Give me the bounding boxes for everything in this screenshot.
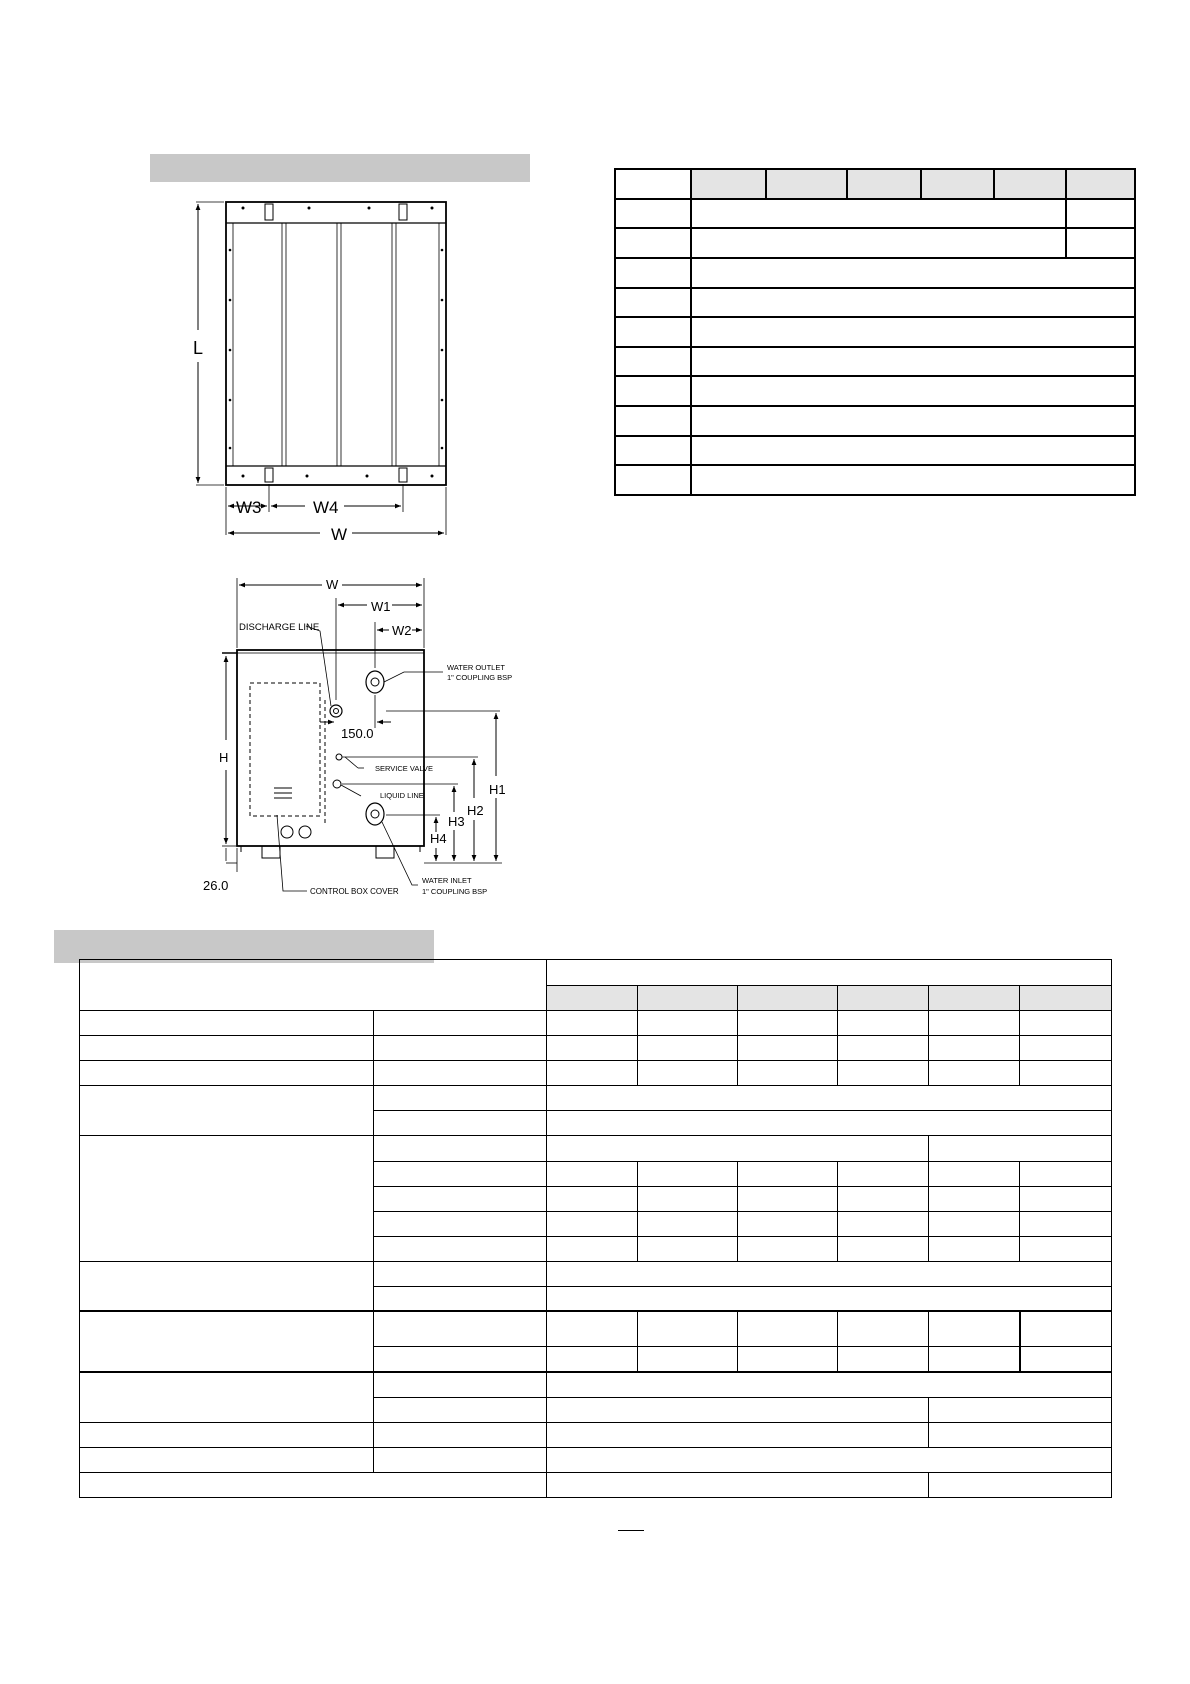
spec-value-cell xyxy=(638,1211,738,1236)
spec-value-cell xyxy=(1020,1036,1112,1061)
spec-unit-cell xyxy=(374,1011,547,1036)
spec-value-cell xyxy=(638,1236,738,1261)
top-width4-label: W4 xyxy=(313,498,339,517)
dimensions-value-cell xyxy=(691,317,1135,347)
dimensions-value-cell xyxy=(691,347,1135,377)
spec-value-cell xyxy=(738,1011,838,1036)
water-inlet-label: WATER INLET xyxy=(422,876,472,885)
spec-value-cell xyxy=(1020,1236,1112,1261)
spec-value-cell xyxy=(638,1011,738,1036)
spec-value-cell xyxy=(547,1397,929,1422)
dimensions-row xyxy=(615,436,1135,466)
dimensions-row xyxy=(615,288,1135,318)
side-height-label: H xyxy=(219,750,229,765)
dimensions-value-cell xyxy=(1066,199,1135,229)
spec-value-cell xyxy=(738,1311,838,1347)
spec-model-cell xyxy=(547,986,638,1011)
discharge-line-label: DISCHARGE LINE xyxy=(239,622,320,633)
spec-value-cell xyxy=(638,1036,738,1061)
dimensions-label-cell xyxy=(615,406,691,436)
spec-label-cell xyxy=(80,1061,374,1086)
spec-model-cell xyxy=(929,986,1020,1011)
spec-row xyxy=(80,1472,1112,1497)
spec-value-cell xyxy=(838,1161,929,1186)
spec-value-cell xyxy=(1020,1011,1112,1036)
spec-value-cell xyxy=(638,1186,738,1211)
spec-value-cell xyxy=(547,1311,638,1347)
side-width-label: W xyxy=(326,577,339,592)
spec-unit-cell xyxy=(374,1036,547,1061)
spec-unit-cell xyxy=(374,1136,547,1161)
control-box-cover-label: CONTROL BOX COVER xyxy=(310,887,399,896)
spec-value-cell xyxy=(547,1372,1112,1397)
spec-value-cell xyxy=(547,1422,929,1447)
dimensions-label-cell xyxy=(615,317,691,347)
spec-value-cell xyxy=(929,1186,1020,1211)
dimensions-model-cell xyxy=(766,169,847,199)
side-offset-26-label: 26.0 xyxy=(203,878,229,893)
spec-value-cell xyxy=(547,1186,638,1211)
spec-value-cell xyxy=(929,1236,1020,1261)
spec-unit-cell xyxy=(374,1372,547,1397)
spec-value-cell xyxy=(547,1211,638,1236)
spec-value-cell xyxy=(547,1236,638,1261)
spec-value-cell xyxy=(738,1061,838,1086)
dimensions-row xyxy=(615,376,1135,406)
spec-value-cell xyxy=(638,1161,738,1186)
spec-label-cell xyxy=(80,1422,374,1447)
top-length-label: L xyxy=(193,338,204,358)
spec-value-cell xyxy=(1020,1347,1112,1372)
water-inlet-coupling-label: 1" COUPLING BSP xyxy=(422,887,488,896)
spec-value-cell xyxy=(929,1211,1020,1236)
spec-unit-cell xyxy=(374,1311,547,1347)
spec-label-cell xyxy=(80,1261,374,1311)
spec-value-cell xyxy=(547,1036,638,1061)
spec-value-cell xyxy=(547,1347,638,1372)
spec-value-cell xyxy=(929,1422,1112,1447)
spec-unit-cell xyxy=(374,1447,547,1472)
side-height2-label: H2 xyxy=(467,803,484,818)
spec-label-cell xyxy=(80,1136,374,1261)
dimensions-value-cell xyxy=(691,465,1135,495)
dimensions-model-cell xyxy=(1066,169,1135,199)
spec-value-cell xyxy=(547,1061,638,1086)
spec-label-cell xyxy=(80,1011,374,1036)
spec-unit-cell xyxy=(374,1397,547,1422)
spec-value-cell xyxy=(838,1347,929,1372)
spec-unit-cell xyxy=(374,1211,547,1236)
spec-value-cell xyxy=(929,1397,1112,1422)
spec-unit-cell xyxy=(374,1161,547,1186)
spec-row xyxy=(80,1011,1112,1036)
spec-model-cell xyxy=(838,986,929,1011)
spec-model-cell xyxy=(738,986,838,1011)
dimensions-label-cell xyxy=(615,228,691,258)
spec-value-cell xyxy=(547,1286,1112,1311)
spec-unit-cell xyxy=(374,1061,547,1086)
spec-value-cell xyxy=(738,1236,838,1261)
spec-value-cell xyxy=(738,1211,838,1236)
spec-value-cell xyxy=(738,1161,838,1186)
spec-value-cell xyxy=(1020,1211,1112,1236)
dimensions-label-cell xyxy=(615,465,691,495)
dimensions-row xyxy=(615,465,1135,495)
spec-row xyxy=(80,1447,1112,1472)
spec-value-cell xyxy=(838,1311,929,1347)
spec-label-cell xyxy=(80,1086,374,1136)
spec-value-cell xyxy=(838,1011,929,1036)
spec-unit-cell xyxy=(374,1186,547,1211)
specifications-table xyxy=(79,959,1112,1498)
spec-label-cell xyxy=(80,1472,547,1497)
dimensions-value-cell xyxy=(691,199,1066,229)
spec-label-cell xyxy=(80,1447,374,1472)
spec-value-cell xyxy=(838,1036,929,1061)
dimensions-model-cell xyxy=(994,169,1066,199)
dimensions-row xyxy=(615,228,1135,258)
spec-value-cell xyxy=(929,1311,1020,1347)
spec-header-row xyxy=(80,960,1112,986)
spec-value-cell xyxy=(1020,1186,1112,1211)
spec-value-cell xyxy=(929,1161,1020,1186)
dimensions-row xyxy=(615,347,1135,377)
side-height1-label: H1 xyxy=(489,782,506,797)
spec-value-cell xyxy=(547,1111,1112,1136)
spec-value-cell xyxy=(547,1086,1112,1111)
spec-row xyxy=(80,1261,1112,1286)
spec-unit-cell xyxy=(374,1286,547,1311)
page-number-mark xyxy=(618,1530,644,1531)
spec-value-cell xyxy=(1020,1161,1112,1186)
spec-row xyxy=(80,1136,1112,1161)
dimensions-label-cell xyxy=(615,436,691,466)
dimensions-label-cell xyxy=(615,347,691,377)
spec-value-cell xyxy=(1020,1311,1112,1347)
spec-unit-cell xyxy=(374,1347,547,1372)
side-width2-label: W2 xyxy=(392,623,412,638)
top-width-label: W xyxy=(331,525,348,544)
spec-unit-cell xyxy=(374,1422,547,1447)
spec-value-cell xyxy=(638,1061,738,1086)
spec-row xyxy=(80,1372,1112,1397)
top-width3-label: W3 xyxy=(236,498,262,517)
spec-unit-cell xyxy=(374,1236,547,1261)
dimensions-value-cell xyxy=(691,258,1135,288)
service-valve-label: SERVICE VALVE xyxy=(375,764,433,773)
spec-value-cell xyxy=(838,1186,929,1211)
dimensions-value-cell xyxy=(691,406,1135,436)
spec-row xyxy=(80,1422,1112,1447)
spec-value-cell xyxy=(547,1011,638,1036)
dimensions-row xyxy=(615,406,1135,436)
dimensions-label-cell xyxy=(615,199,691,229)
spec-unit-cell xyxy=(374,1261,547,1286)
spec-header-cell xyxy=(80,960,547,1011)
spec-value-cell xyxy=(738,1186,838,1211)
dimensions-header-cell xyxy=(615,169,691,199)
spec-unit-cell xyxy=(374,1111,547,1136)
spec-label-cell xyxy=(80,1311,374,1372)
spec-value-cell xyxy=(547,1161,638,1186)
spec-value-cell xyxy=(929,1136,1112,1161)
spec-row xyxy=(80,1086,1112,1111)
spec-value-cell xyxy=(547,1136,929,1161)
spec-model-cell xyxy=(638,986,738,1011)
dimensions-row xyxy=(615,317,1135,347)
side-offset-150-label: 150.0 xyxy=(341,726,374,741)
dimensions-label-cell xyxy=(615,288,691,318)
dimensions-label-cell xyxy=(615,258,691,288)
spec-value-cell xyxy=(638,1311,738,1347)
spec-value-cell xyxy=(547,1472,929,1497)
dimensions-table xyxy=(614,168,1136,496)
dimensions-value-cell xyxy=(691,228,1066,258)
spec-value-cell xyxy=(638,1347,738,1372)
spec-value-cell xyxy=(547,1261,1112,1286)
spec-models-header-cell xyxy=(547,960,1112,986)
dimensions-row xyxy=(615,258,1135,288)
side-height4-label: H4 xyxy=(430,831,447,846)
spec-label-cell xyxy=(80,1372,374,1422)
spec-value-cell xyxy=(1020,1061,1112,1086)
dimensions-row xyxy=(615,199,1135,229)
spec-value-cell xyxy=(838,1061,929,1086)
liquid-line-label: LIQUID LINE xyxy=(380,791,424,800)
dimensions-value-cell xyxy=(691,288,1135,318)
spec-model-cell xyxy=(1020,986,1112,1011)
top-view-drawing xyxy=(196,202,446,535)
side-width1-label: W1 xyxy=(371,599,391,614)
spec-value-cell xyxy=(738,1347,838,1372)
dimensions-value-cell xyxy=(691,376,1135,406)
dimensions-model-cell xyxy=(847,169,921,199)
dimensions-label-cell xyxy=(615,376,691,406)
spec-value-cell xyxy=(838,1236,929,1261)
spec-value-cell xyxy=(547,1447,1112,1472)
spec-row xyxy=(80,1311,1112,1347)
spec-row xyxy=(80,1061,1112,1086)
dimensions-value-cell xyxy=(691,436,1135,466)
spec-value-cell xyxy=(929,1472,1112,1497)
spec-label-cell xyxy=(80,1036,374,1061)
water-outlet-coupling-label: 1" COUPLING BSP xyxy=(447,673,513,682)
spec-value-cell xyxy=(738,1036,838,1061)
spec-value-cell xyxy=(929,1036,1020,1061)
dimensions-header-row xyxy=(615,169,1135,199)
dimensions-model-cell xyxy=(921,169,994,199)
spec-value-cell xyxy=(929,1347,1020,1372)
spec-value-cell xyxy=(929,1061,1020,1086)
side-height3-label: H3 xyxy=(448,814,465,829)
spec-value-cell xyxy=(929,1011,1020,1036)
dimensions-value-cell xyxy=(1066,228,1135,258)
spec-row xyxy=(80,1036,1112,1061)
dimensions-model-cell xyxy=(691,169,766,199)
spec-unit-cell xyxy=(374,1086,547,1111)
spec-value-cell xyxy=(838,1211,929,1236)
water-outlet-label: WATER OUTLET xyxy=(447,663,505,672)
